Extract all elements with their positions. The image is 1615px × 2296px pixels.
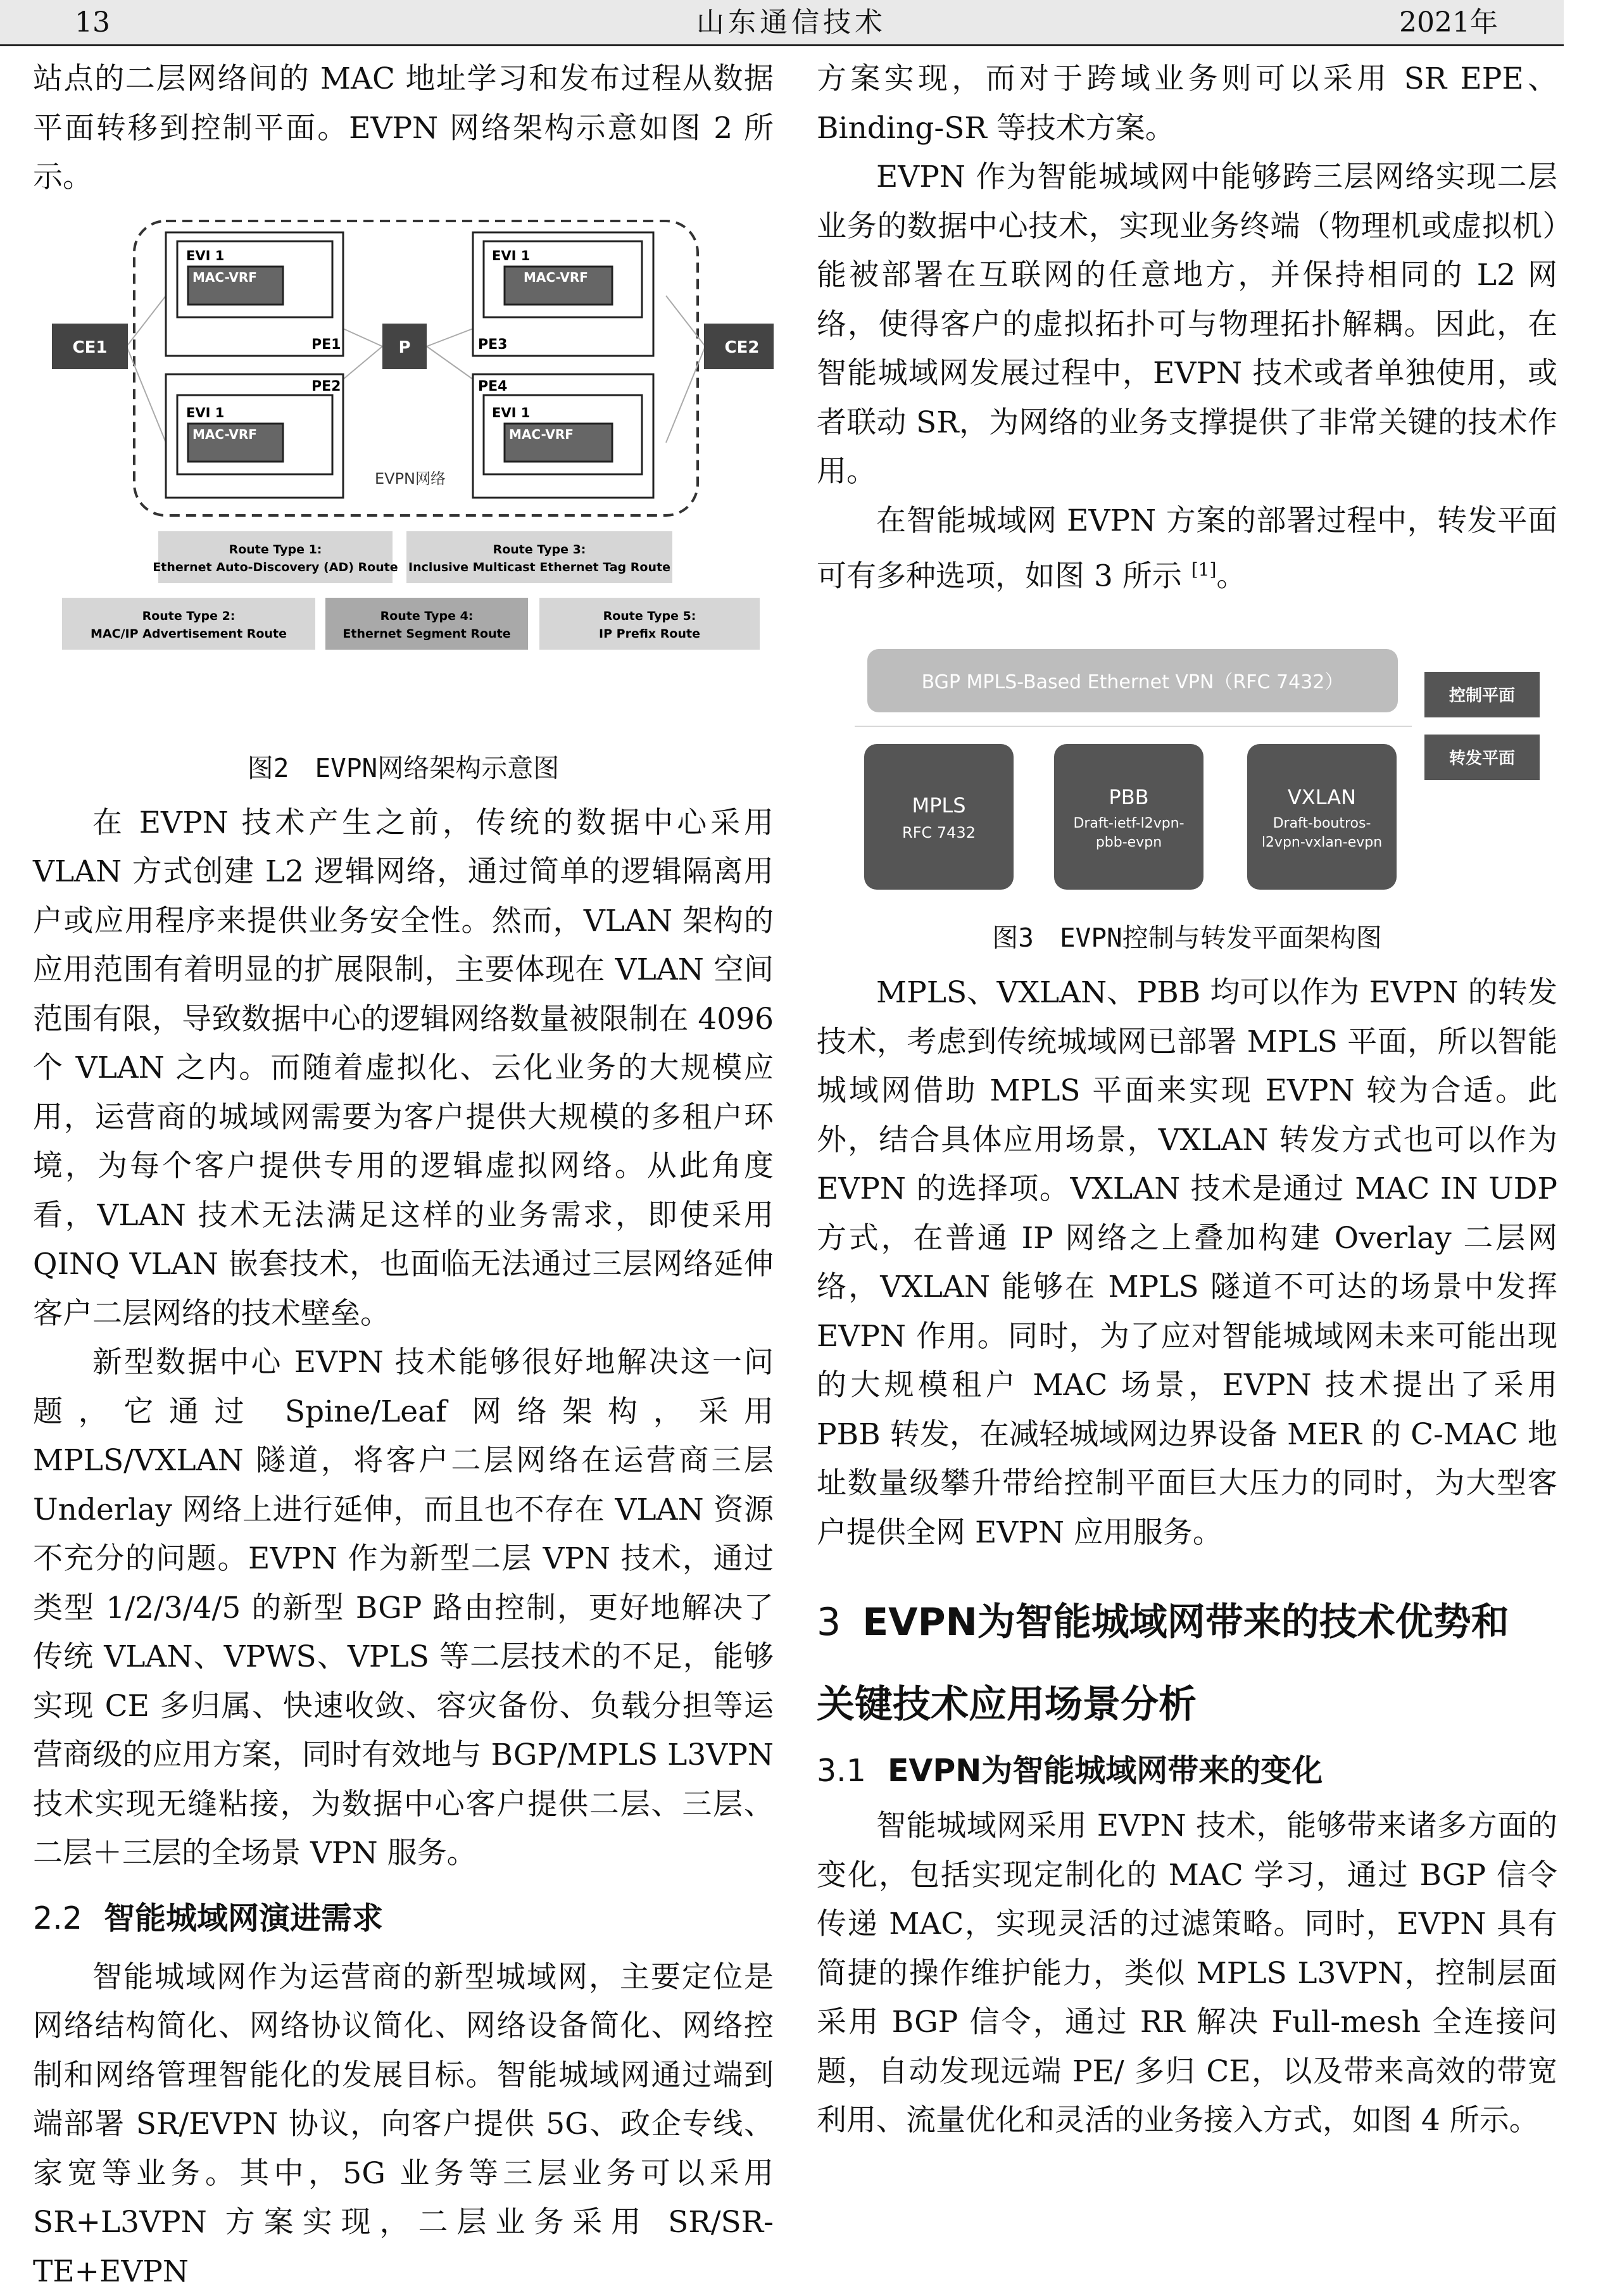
section-title-line2: 关键技术应用场景分析	[817, 1663, 1557, 1746]
route-type-2-box	[62, 598, 315, 650]
vxlan-draft-1: Draft-boutros-	[1273, 816, 1371, 831]
route-type-4-box	[325, 598, 528, 650]
paragraph: 在 EVPN 技术产生之前，传统的数据中心采用 VLAN 方式创建 L2 逻辑网络，通过简单的逻辑隔离用户或应用程序来提供业务安全性。然而，VLAN 架构的应用范围有着明显的扩展限制，主要体现在 VLAN 空间范围有限，导致数据中心的逻辑网络数量被限制在 4096 个 VLAN 之内。而随着虚拟化、云化业务的大规模应用，运营商的城域网需要为客户提供大规模的多租户环境，为每个客户提供专用的逻辑虚拟网络。从此角度看，VLAN 技术无法满足这样的业务需求，即使采用 QINQ VLAN 嵌套技术，也面临无法通过三层网络延伸客户二层网络的技术壁垒。	[33, 798, 774, 1339]
route-type-3-title: Route Type 3:	[493, 543, 586, 557]
ce1-label: CE1	[73, 338, 108, 357]
route-type-2-title: Route Type 2:	[142, 609, 236, 623]
figure-2	[33, 202, 774, 745]
paragraph: 新型数据中心 EVPN 技术能够很好地解决这一问题，它通过 Spine/Leaf 网络架构，采用 MPLS/VXLAN 隧道，将客户二层网络在运营商三层 Underlay 网络上进行延伸，而且也不存在 VLAN 资源不充分的问题。EVPN 作为新型二层 VPN 技术，通过类型 1/2/3/4/5 的新型 BGP 路由控制，更好地解决了传统 VLAN、VPWS、VPLS 等二层技术的不足，能够实现 CE 多归属、快速收敛、容灾备份、负载分担等运营商级的应用方案，同时有效地与 BGP/MPLS L3VPN 技术实现无缝粘接，为数据中心客户提供二层、三层、二层＋三层的全场景 VPN 服务。	[33, 1338, 774, 1878]
route-type-4-title: Route Type 4:	[380, 609, 474, 623]
pbb-draft-2: pbb-evpn	[1096, 835, 1162, 850]
paragraph: 方案实现，而对于跨域业务则可以采用 SR EPE、Binding-SR 等技术方案。	[817, 54, 1557, 153]
paragraph: 站点的二层网络间的 MAC 地址学习和发布过程从数据平面转移到控制平面。EVPN 网络架构示意如图 2 所示。	[33, 54, 774, 202]
section-heading-3	[817, 1581, 1557, 1746]
route-type-4-desc: Ethernet Segment Route	[342, 627, 510, 641]
section-heading-3-1	[817, 1746, 1557, 1796]
paragraph-end: 。	[1216, 559, 1246, 594]
paragraph: MPLS、VXLAN、PBB 均可以作为 EVPN 的转发技术，考虑到传统城域网已部署 MPLS 平面，所以智能城域网借助 MPLS 平面来实现 EVPN 较为合适。此外，结合具体应用场景，VXLAN 转发方式也可以作为 EVPN 的选择项。VXLAN 技术是通过 MAC IN UDP 方式，在普通 IP 网络之上叠加构建 Overlay 二层网络，VXLAN 能够在 MPLS 隧道不可达的场景中发挥 EVPN 作用。同时，为了应对智能城域网未来可能出现的大规模租户 MAC 场景，EVPN 技术提出了采用 PBB 转发，在减轻城域网边界设备 MER 的 C-MAC 地址数量级攀升带给控制平面巨大压力的同时，为大型客户提供全网 EVPN 应用服务。	[817, 968, 1557, 1557]
pbb-draft-1: Draft-ietf-l2vpn-	[1073, 816, 1184, 831]
figure-2-caption: 图2 EVPN网络架构示意图	[33, 749, 774, 787]
pbb-title: PBB	[1109, 785, 1148, 809]
bgp-label: BGP MPLS-Based Ethernet VPN（RFC 7432）	[922, 671, 1344, 693]
p-label: P	[398, 338, 410, 357]
section-heading-2-2	[33, 1893, 774, 1944]
journal-title: 山东通信技术	[696, 9, 886, 37]
paragraph: EVPN 作为智能城域网中能够跨三层网络实现二层业务的数据中心技术，实现业务终端（物理机或虚拟机）能被部署在互联网的任意地方，并保持相同的 L2 网络，使得客户的虚拟拓扑可与物理拓扑解耦。因此，在智能城域网发展过程中，EVPN 技术或者单独使用，或者联动 SR，为网络的业务支撑提供了非常关键的技术作用。	[817, 153, 1557, 496]
left-column	[33, 54, 774, 2296]
pe2-evi-label: EVI 1	[186, 405, 224, 420]
section-title-line1: EVPN为智能城域网带来的技术优势和	[862, 1600, 1509, 1644]
pe4-mac-vrf-label: MAC-VRF	[509, 427, 574, 442]
route-type-1-title: Route Type 1:	[229, 543, 322, 557]
route-type-1-desc: Ethernet Auto-Discovery (AD) Route	[153, 560, 398, 574]
pe3-mac-vrf-label: MAC-VRF	[524, 270, 588, 285]
section-number: 3	[817, 1600, 841, 1644]
route-type-5-desc: IP Prefix Route	[599, 627, 700, 641]
citation-ref: [1]	[1191, 559, 1217, 580]
section-number: 2.2	[33, 1900, 82, 1936]
pe3-evi-label: EVI 1	[492, 248, 530, 263]
section-number: 3.1	[817, 1753, 866, 1789]
route-type-5-title: Route Type 5:	[603, 609, 696, 623]
control-plane-label: 控制平面	[1449, 686, 1515, 705]
section-title: 智能城域网演进需求	[104, 1900, 383, 1936]
vxlan-draft-2: l2vpn-vxlan-evpn	[1262, 835, 1382, 850]
mpls-title: MPLS	[912, 793, 965, 817]
paragraph: 智能城域网采用 EVPN 技术，能够带来诸多方面的变化，包括实现定制化的 MAC 学习，通过 BGP 信令传递 MAC，实现灵活的过滤策略。同时，EVPN 具有简捷的操作维护能力，类似 MPLS L3VPN，控制层面采用 BGP 信令，通过 RR 解决 Full-mesh 全连接问题，自动发现远端 PE/ 多归 CE，以及带来高效的带宽利用、流量优化和灵活的业务接入方式，如图 4 所示。	[817, 1801, 1557, 2145]
route-type-1-box	[158, 531, 393, 583]
route-type-5-box	[539, 598, 760, 650]
pe2-mac-vrf-label: MAC-VRF	[192, 427, 257, 442]
paragraph-with-ref	[817, 496, 1557, 602]
route-type-3-desc: Inclusive Multicast Ethernet Tag Route	[408, 560, 670, 574]
evpn-architecture-diagram	[33, 202, 774, 745]
evpn-control-forwarding-diagram	[817, 624, 1557, 896]
pe3-label: PE3	[478, 337, 507, 353]
figure-3	[817, 624, 1557, 896]
pe1-evi-label: EVI 1	[186, 248, 224, 263]
page-number: 13	[75, 9, 110, 37]
journal-year: 2021年	[1399, 9, 1498, 37]
pe4-evi-label: EVI 1	[492, 405, 530, 420]
pe4-label: PE4	[478, 379, 507, 394]
route-type-2-desc: MAC/IP Advertisement Route	[91, 627, 287, 641]
ce2-label: CE2	[725, 338, 760, 357]
figure-3-caption: 图3 EVPN控制与转发平面架构图	[817, 919, 1557, 957]
route-type-3-box	[406, 531, 672, 583]
pe2-label: PE2	[311, 379, 341, 394]
pe1-mac-vrf-label: MAC-VRF	[192, 270, 257, 285]
mpls-rfc: RFC 7432	[902, 824, 976, 842]
forward-plane-label: 转发平面	[1449, 748, 1515, 768]
paragraph-text: 在智能城域网 EVPN 方案的部署过程中，转发平面可有多种选项，如图 3 所示	[817, 503, 1557, 594]
section-title: EVPN为智能城域网带来的变化	[888, 1753, 1323, 1789]
page-header	[0, 0, 1564, 46]
vxlan-title: VXLAN	[1288, 785, 1356, 809]
paragraph: 智能城域网作为运营商的新型城域网，主要定位是网络结构简化、网络协议简化、网络设备简化、网络控制和网络管理智能化的发展目标。智能城域网通过端到端部署 SR/EVPN 协议，向客户提供 5G、政企专线、家宽等业务。其中，5G 业务等三层业务可以采用 SR+L3VPN 方案实现，二层业务采用 SR/SR-TE+EVPN	[33, 1953, 774, 2296]
evpn-network-label: EVPN网络	[375, 470, 446, 488]
pe1-label: PE1	[311, 337, 341, 353]
section-3-line1	[817, 1581, 1557, 1663]
right-column	[817, 54, 1557, 2145]
